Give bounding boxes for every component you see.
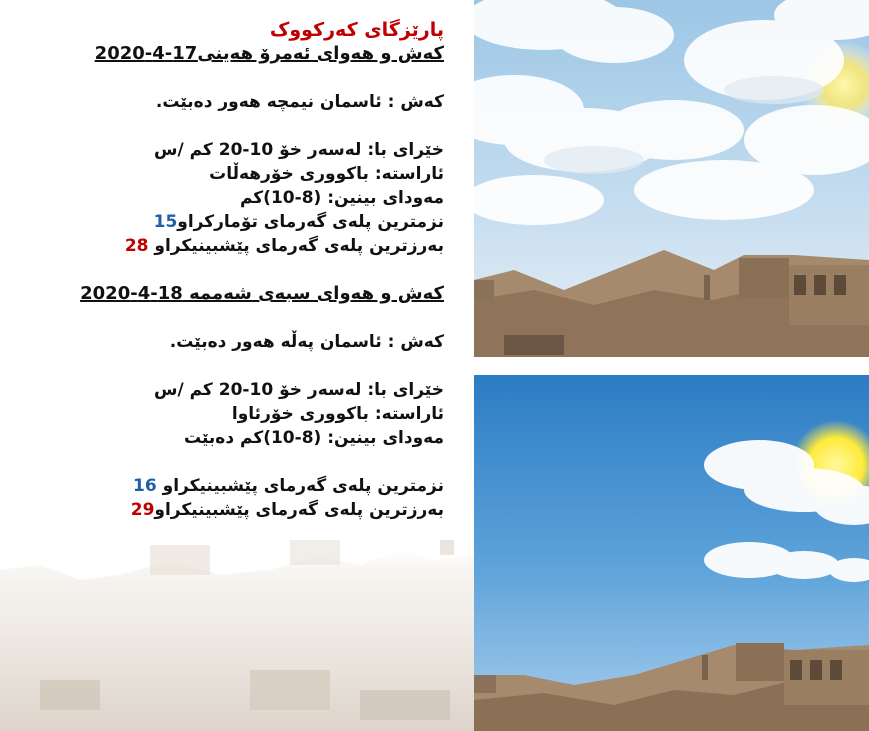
page-title: پارێزگای کەرکووک [269, 19, 444, 41]
cloud-icon [474, 0, 869, 225]
day2-visibility: مەودای بینین: (8-10)کم دەبێت [183, 428, 444, 448]
day2-heading: کەش و هەوای سبەی شەممە 18-4-2020 [80, 283, 444, 304]
day1-min-value: 15 [153, 212, 178, 232]
day1-direction: ئاراستە: باکووری خۆرهەڵات [209, 164, 444, 184]
day1-min-label: نزمترین پلەی گەرمای تۆمارکراو [177, 212, 444, 232]
day1-min-temp [24, 210, 444, 234]
day1-max-label: بەرزترین پلەی گەرمای پێشبینیکراو [154, 236, 444, 256]
day2-sky: کەش : ئاسمان پەڵە هەور دەبێت. [169, 332, 444, 352]
day2-min-label: نزمترین پلەی گەرمای پێشبینیکراو [162, 476, 444, 496]
day2-max-label: بەرزترین پلەی گەرمای پێشبینیکراو [154, 500, 444, 520]
day1-wind: خێرای با: لەسەر خۆ 10-20 کم /س [154, 140, 444, 160]
day1-heading: کەش و هەوای ئەمرۆ هەینی17-4-2020 [94, 43, 444, 64]
day2-max-value: 29 [130, 500, 155, 520]
day2-wind: خێرای با: لەسەر خۆ 10-20 کم /س [154, 380, 444, 400]
day1-max-value: 28 [124, 236, 149, 256]
day1-max-temp [24, 234, 444, 258]
day1-visibility: مەودای بینین: (8-10)کم [239, 188, 444, 208]
sunny-sky-citadel-image [474, 375, 869, 731]
day1-sky: کەش : ئاسمان نیمچە هەور دەبێت. [155, 92, 444, 112]
forecast-content [24, 18, 444, 522]
image-divider [474, 357, 869, 375]
day2-min-temp [24, 474, 444, 498]
day2-max-temp [24, 498, 444, 522]
cloudy-sky-citadel-image [474, 0, 869, 357]
day2-min-value: 16 [133, 476, 157, 496]
day2-direction: ئاراستە: باکووری خۆرئاوا [231, 404, 444, 424]
faded-citadel-image [0, 540, 474, 731]
